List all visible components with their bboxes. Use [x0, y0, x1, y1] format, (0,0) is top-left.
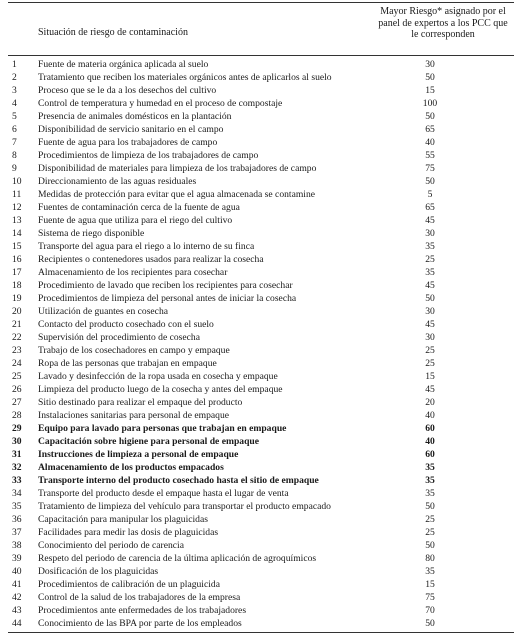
- row-number: 27: [12, 397, 22, 408]
- table-row: [8, 188, 514, 201]
- row-risk-value: 40: [425, 410, 435, 421]
- table-row: [8, 136, 514, 149]
- row-risk-value: 45: [425, 384, 435, 395]
- row-situation: Sitio destinado para realizar el empaque del producto: [38, 397, 243, 408]
- table-row: [8, 162, 514, 175]
- table-row: [8, 513, 514, 526]
- row-situation: Capacitación sobre higiene para personal de empaque: [38, 436, 260, 447]
- header-situation: Situación de riesgo de contaminación: [38, 27, 188, 38]
- table-row: [8, 526, 514, 539]
- table-row: [8, 123, 514, 136]
- table-row: [8, 422, 514, 435]
- row-number: 37: [12, 527, 22, 538]
- row-situation: Limpieza del producto luego de la cosecha y antes del empaque: [38, 384, 283, 395]
- row-situation: Equipo para lavado para personas que trabajan en empaque: [38, 423, 287, 434]
- row-situation: Fuente de materia orgánica aplicada al suelo: [38, 59, 209, 70]
- row-risk-value: 5: [427, 189, 433, 200]
- row-number: 12: [12, 202, 22, 213]
- table-row: [8, 578, 514, 591]
- row-situation: Transporte del agua para el riego a lo interno de su finca: [38, 241, 255, 252]
- row-risk-value: 30: [425, 332, 435, 343]
- row-risk-value: 50: [425, 293, 435, 304]
- table-row: [8, 370, 514, 383]
- row-number: 39: [12, 553, 22, 564]
- table-row: [8, 344, 514, 357]
- table-row: [8, 266, 514, 279]
- table-row: [8, 305, 514, 318]
- row-risk-value: 65: [425, 124, 435, 135]
- table-row: [8, 461, 514, 474]
- row-risk-value: 70: [425, 605, 435, 616]
- row-situation: Supervisión del procedimiento de cosecha: [38, 332, 200, 343]
- row-risk-value: 60: [425, 449, 435, 460]
- row-situation: Procedimientos ante enfermedades de los trabajadores: [38, 605, 247, 616]
- row-situation: Fuente de agua que utiliza para el riego del cultivo: [38, 215, 233, 226]
- row-risk-value: 55: [425, 150, 435, 161]
- row-situation: Almacenamiento de los productos empacados: [38, 462, 224, 473]
- row-situation: Presencia de animales domésticos en la plantación: [38, 111, 232, 122]
- row-situation: Control de la salud de los trabajadores de la empresa: [38, 592, 241, 603]
- row-risk-value: 60: [425, 423, 435, 434]
- row-number: 13: [12, 215, 22, 226]
- row-number: 3: [12, 85, 17, 96]
- row-risk-value: 35: [425, 488, 435, 499]
- table-row: [8, 539, 514, 552]
- row-risk-value: 20: [425, 397, 435, 408]
- row-situation: Procedimientos de limpieza del personal antes de iniciar la cosecha: [38, 293, 297, 304]
- row-risk-value: 50: [425, 72, 435, 83]
- row-situation: Utilización de guantes en cosecha: [38, 306, 168, 317]
- table-row: [8, 552, 514, 565]
- row-situation: Contacto del producto cosechado con el suelo: [38, 319, 214, 330]
- row-situation: Transporte del producto desde el empaque hasta el lugar de venta: [38, 488, 289, 499]
- row-risk-value: 50: [425, 540, 435, 551]
- row-number: 44: [12, 618, 22, 629]
- table-row: [8, 331, 514, 344]
- row-situation: Fuente de agua para los trabajadores de campo: [38, 137, 218, 148]
- table-row: [8, 409, 514, 422]
- row-number: 22: [12, 332, 22, 343]
- row-number: 28: [12, 410, 22, 421]
- row-number: 14: [12, 228, 22, 239]
- row-situation: Trabajo de los cosechadores en campo y empaque: [38, 345, 230, 356]
- row-risk-value: 35: [425, 566, 435, 577]
- row-risk-value: 40: [425, 436, 435, 447]
- row-risk-value: 50: [425, 618, 435, 629]
- row-risk-value: 25: [425, 345, 435, 356]
- table-row: [8, 383, 514, 396]
- table-row: [8, 357, 514, 370]
- row-number: 31: [12, 449, 22, 460]
- row-situation: Direccionamiento de las aguas residuales: [38, 176, 197, 187]
- header-risk: Mayor Riesgo* asignado por el panel de expertos a los PCC que le corresponden: [378, 6, 508, 40]
- row-number: 4: [12, 98, 17, 109]
- row-risk-value: 45: [425, 280, 435, 291]
- row-number: 38: [12, 540, 22, 551]
- row-situation: Medidas de protección para evitar que el agua almacenada se contamine: [38, 189, 316, 200]
- row-risk-value: 75: [425, 592, 435, 603]
- table-row: [8, 318, 514, 331]
- row-number: 19: [12, 293, 22, 304]
- row-situation: Proceso que se le da a los desechos del cultivo: [38, 85, 217, 96]
- row-situation: Instrucciones de limpieza a personal de empaque: [38, 449, 239, 460]
- row-risk-value: 35: [425, 241, 435, 252]
- row-risk-value: 35: [425, 267, 435, 278]
- row-risk-value: 15: [425, 85, 435, 96]
- table-row: [8, 474, 514, 487]
- row-situation: Fuentes de contaminación cerca de la fuente de agua: [38, 202, 240, 213]
- row-situation: Lavado y desinfección de la ropa usada en cosecha y empaque: [38, 371, 278, 382]
- row-risk-value: 45: [425, 215, 435, 226]
- row-risk-value: 35: [425, 475, 435, 486]
- table-row: [8, 565, 514, 578]
- table-row: [8, 214, 514, 227]
- row-risk-value: 25: [425, 254, 435, 265]
- row-risk-value: 50: [425, 501, 435, 512]
- table-row: [8, 201, 514, 214]
- row-situation: Procedimientos de calibración de un plaguicida: [38, 579, 220, 590]
- row-number: 20: [12, 306, 22, 317]
- table-row: [8, 617, 514, 630]
- row-situation: Almacenamiento de los recipientes para cosechar: [38, 267, 228, 278]
- row-risk-value: 50: [425, 176, 435, 187]
- row-risk-value: 35: [425, 462, 435, 473]
- row-number: 16: [12, 254, 22, 265]
- table-row: [8, 149, 514, 162]
- header-rule: [8, 55, 514, 56]
- row-risk-value: 65: [425, 202, 435, 213]
- row-situation: Ropa de las personas que trabajan en empaque: [38, 358, 217, 369]
- row-number: 43: [12, 605, 22, 616]
- table-row: [8, 240, 514, 253]
- row-risk-value: 30: [425, 59, 435, 70]
- row-situation: Disponibilidad de materiales para limpieza de los trabajadores de campo: [38, 163, 317, 174]
- row-number: 17: [12, 267, 22, 278]
- row-risk-value: 40: [425, 137, 435, 148]
- table-row: [8, 500, 514, 513]
- table-row: [8, 591, 514, 604]
- table-row: [8, 253, 514, 266]
- table-row: [8, 279, 514, 292]
- row-risk-value: 75: [425, 163, 435, 174]
- row-number: 15: [12, 241, 22, 252]
- table-row: [8, 97, 514, 110]
- row-situation: Sistema de riego disponible: [38, 228, 145, 239]
- row-situation: Respeto del periodo de carencia de la última aplicación de agroquímicos: [38, 553, 317, 564]
- row-number: 8: [12, 150, 17, 161]
- row-number: 21: [12, 319, 22, 330]
- row-number: 7: [12, 137, 17, 148]
- row-situation: Tratamiento que reciben los materiales orgánicos antes de aplicarlos al suelo: [38, 72, 332, 83]
- row-number: 23: [12, 345, 22, 356]
- table-row: [8, 84, 514, 97]
- row-number: 35: [12, 501, 22, 512]
- row-number: 42: [12, 592, 22, 603]
- row-situation: Facilidades para medir las dosis de plaguicidas: [38, 527, 219, 538]
- row-situation: Dosificación de los plaguicidas: [38, 566, 159, 577]
- row-risk-value: 45: [425, 319, 435, 330]
- row-number: 6: [12, 124, 17, 135]
- table-row: [8, 435, 514, 448]
- row-number: 24: [12, 358, 22, 369]
- table-bottom-rule: [8, 632, 514, 633]
- row-number: 1: [12, 59, 17, 70]
- row-risk-value: 15: [425, 371, 435, 382]
- row-situation: Instalaciones sanitarias para personal de empaque: [38, 410, 229, 421]
- table-row: [8, 227, 514, 240]
- table-top-rule: [8, 2, 514, 3]
- row-situation: Recipientes o contenedores usados para realizar la cosecha: [38, 254, 264, 265]
- table-row: [8, 292, 514, 305]
- row-situation: Conocimiento del periodo de carencia: [38, 540, 184, 551]
- row-number: 33: [12, 475, 22, 486]
- row-risk-value: 30: [425, 306, 435, 317]
- table-row: [8, 175, 514, 188]
- row-number: 29: [12, 423, 22, 434]
- row-risk-value: 80: [425, 553, 435, 564]
- row-risk-value: 25: [425, 358, 435, 369]
- table-row: [8, 396, 514, 409]
- row-risk-value: 25: [425, 514, 435, 525]
- row-number: 11: [12, 189, 22, 200]
- row-risk-value: 50: [425, 111, 435, 122]
- row-number: 10: [12, 176, 22, 187]
- row-number: 36: [12, 514, 22, 525]
- row-number: 30: [12, 436, 22, 447]
- row-number: 41: [12, 579, 22, 590]
- row-situation: Procedimientos de limpieza de los trabajadores de campo: [38, 150, 259, 161]
- row-situation: Control de temperatura y humedad en el proceso de compostaje: [38, 98, 283, 109]
- row-number: 26: [12, 384, 22, 395]
- table-row: [8, 487, 514, 500]
- row-situation: Tratamiento de limpieza del vehículo para transportar el producto empacado: [38, 501, 331, 512]
- row-situation: Disponibilidad de servicio sanitario en el campo: [38, 124, 224, 135]
- row-number: 9: [12, 163, 17, 174]
- row-number: 40: [12, 566, 22, 577]
- row-number: 18: [12, 280, 22, 291]
- row-situation: Capacitación para manipular los plaguicidas: [38, 514, 208, 525]
- row-number: 32: [12, 462, 22, 473]
- row-risk-value: 100: [422, 98, 438, 109]
- table-body: [8, 58, 514, 630]
- row-number: 25: [12, 371, 22, 382]
- table-row: [8, 448, 514, 461]
- table-row: [8, 604, 514, 617]
- row-situation: Transporte interno del producto cosechado hasta el sitio de empaque: [38, 475, 319, 486]
- table-row: [8, 110, 514, 123]
- row-risk-value: 30: [425, 228, 435, 239]
- table-row: [8, 58, 514, 71]
- row-number: 2: [12, 72, 17, 83]
- row-risk-value: 15: [425, 579, 435, 590]
- row-situation: Conocimiento de las BPA por parte de los empleados: [38, 618, 242, 629]
- table-row: [8, 71, 514, 84]
- row-risk-value: 25: [425, 527, 435, 538]
- row-number: 5: [12, 111, 17, 122]
- row-situation: Procedimiento de lavado que reciben los recipientes para cosechar: [38, 280, 293, 291]
- row-number: 34: [12, 488, 22, 499]
